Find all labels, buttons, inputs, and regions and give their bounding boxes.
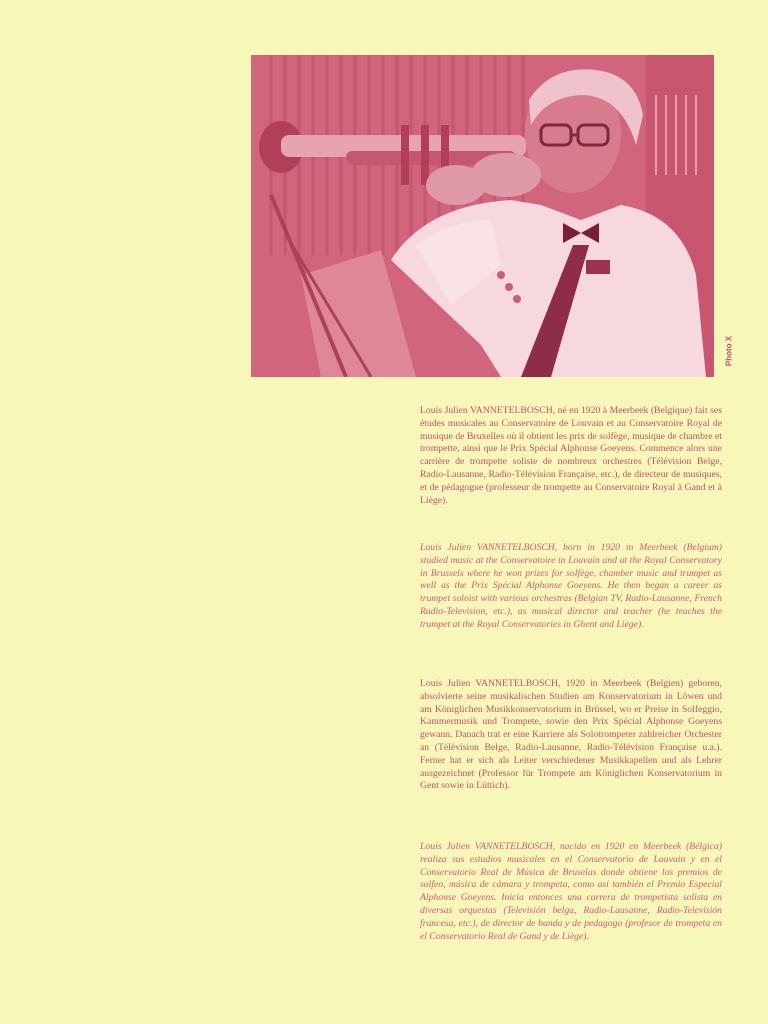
bio-spanish: Louis Julien VANNETELBOSCH, nacido en 1920 en Meerbeek (Bélgica) realiza sus estudios musicales en el Conservatorio de Louvain y en el Conservatorio Real de Música de Bruselas donde obtiene los premios de solfeo, música de cámara y trompeta, como así también el Premio Especial Alphonse Goeyens. Inicia entonces una carrera de trompetista solista en diversas orquestas (Televisión belga, Radio-Lausanne, Radio-Televisión francesa, etc.), de director de banda y de pedagogo (profesor de trompeta en el Conservatorio Real de Gand y de Liège). <box>420 841 722 942</box>
trumpeter-photo <box>251 55 714 377</box>
bio-french: Louis Julien VANNETELBOSCH, né en 1920 à Meerbeek (Belgique) fait ses études musicales au Conservatoire de Louvain et au Conservatoire Royal de musique de Bruxelles où il obtient les prix de solfège, musique de chambre et trompette, ainsi que le Prix Spécial Alphonse Goeyens. Commence alors une carrière de trompette soliste de nombreux orchestres (Télévision Belge, Radio-Lausanne, Radio-Télévision Française, etc.), de directeur de musiques, et de pédagogue (professeur de trompette au Conservatoire Royal à Gand et à Liège). <box>420 405 722 506</box>
bio-english: Louis Julien VANNETELBOSCH, born in 1920 in Meerbeek (Belgium) studied music at the Conservatoire in Louvain and at the Royal Conservatory in Brussels where he won prizes for solfège, chamber music and trumpet as well as the Prix Spécial Alphonse Goeyens. He then began a career as trumpet soloist with various orchestras (Belgian TV, Radio-Lausanne, French Radio-Television, etc.), as musical director and teacher (he teaches the trumpet at the Royal Conservatories in Ghent and Liège). <box>420 542 722 630</box>
photo-credit <box>724 328 734 374</box>
bio-german: Louis Julien VANNETELBOSCH, 1920 in Meerbeek (Belgien) geboren, absolvierte seine musikalischen Studien am Konservatorium in Löwen und am Königlichen Musikkonservatorium in Brüssel, wo er Preise in Solfeggio, Kammermusik und Trompete, sowie den Prix Spécial Alphonse Goeyens gewann. Danach trat er eine Karriere als Solotrompeter zahlreicher Orchester an (Télévision Belge, Radio-Lausanne, Radio-Télévision Française u.a.). Ferner hat er sich als Leiter verschiedener Musikkapellen und als Lehrer ausgezeichnet (Professor für Trompete am Königlichen Konservatorium in Gent sowie in Lüttich). <box>420 678 722 792</box>
photo-credit-text: Photo X <box>724 335 734 367</box>
